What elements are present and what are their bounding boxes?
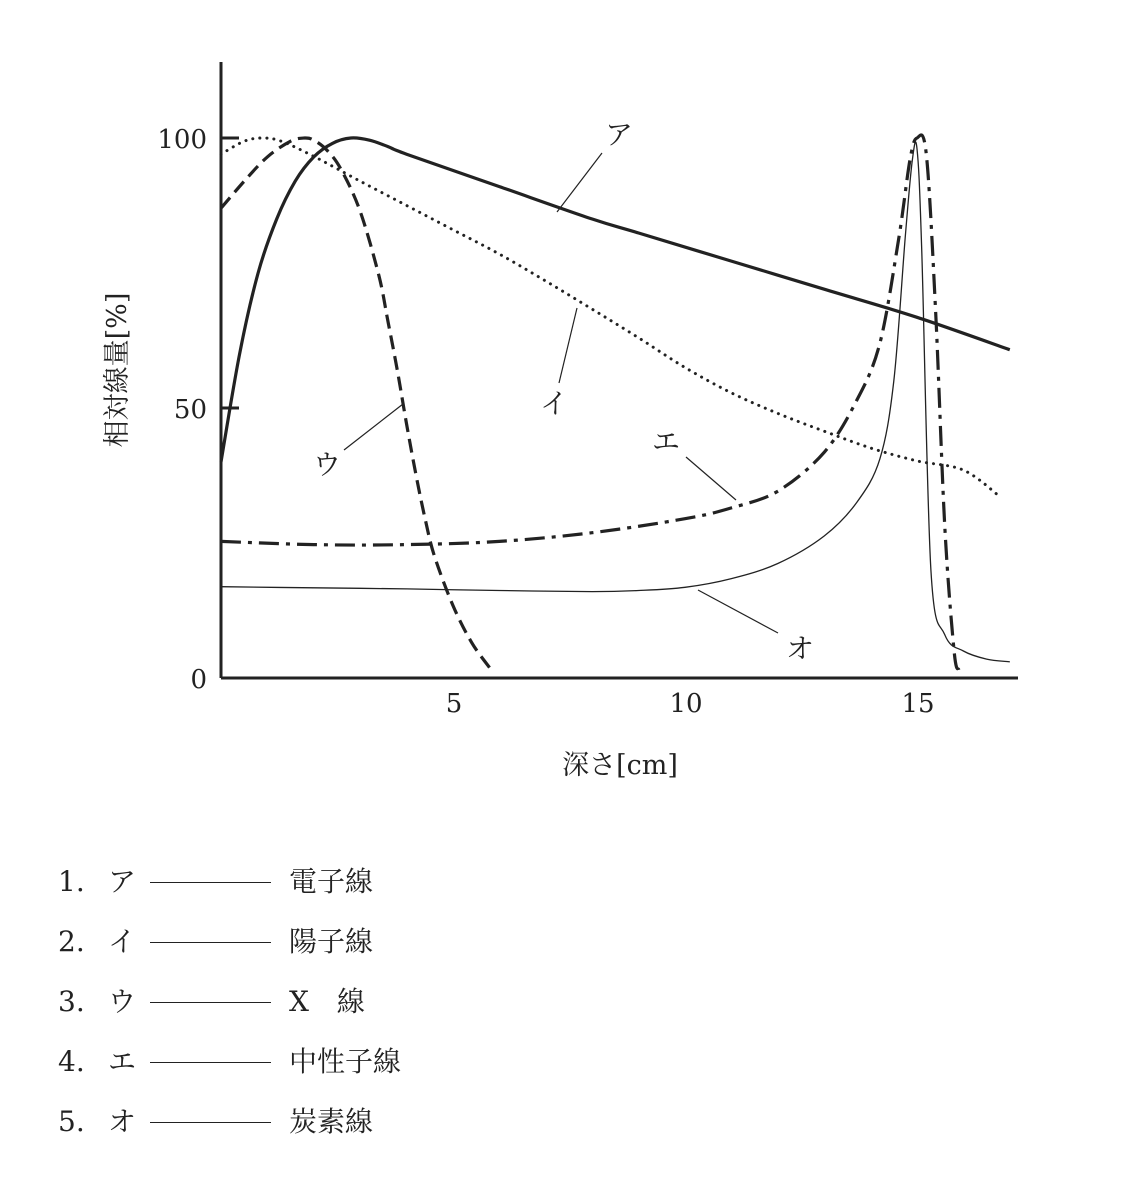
- curve-label-u: ウ: [313, 448, 342, 481]
- option-number: 3.: [58, 985, 85, 1018]
- option-curve-label: ウ: [108, 985, 137, 1018]
- curve-label-e: エ: [652, 425, 681, 458]
- option-number: 2.: [58, 925, 85, 958]
- option-curve-label: イ: [108, 925, 137, 958]
- option-curve-label: ア: [108, 865, 137, 898]
- series-line-e: [221, 135, 959, 670]
- option-curve-label: オ: [108, 1105, 137, 1138]
- leader-e: [686, 457, 736, 500]
- option-answer: 炭素線: [289, 1105, 374, 1138]
- option-answer: 中性子線: [289, 1045, 402, 1078]
- curve-label-i: イ: [540, 387, 569, 420]
- curve-label-o: オ: [786, 632, 815, 665]
- option-number: 5.: [58, 1105, 85, 1138]
- y-tick-label-0: 0: [190, 665, 207, 695]
- y-tick-label-100: 100: [157, 125, 207, 155]
- option-number: 1.: [58, 865, 85, 898]
- option-connector-line: [150, 942, 271, 943]
- y-axis-label: 相対線量[%]: [102, 292, 133, 448]
- option-number: 4.: [58, 1045, 85, 1078]
- option-connector-line: [150, 882, 271, 883]
- option-answer: X 線: [289, 985, 365, 1018]
- option-connector-line: [150, 1062, 271, 1063]
- leader-a: [557, 153, 602, 212]
- option-curve-label: エ: [108, 1045, 137, 1078]
- option-connector-line: [150, 1002, 271, 1003]
- x-axis-label: 深さ[cm]: [562, 750, 678, 781]
- x-tick-label-10: 10: [669, 689, 703, 719]
- curve-label-a: ア: [605, 118, 634, 151]
- leader-o: [698, 590, 778, 633]
- curves-group: [221, 135, 1010, 670]
- x-tick-label-5: 5: [445, 689, 463, 719]
- series-line-o: [221, 142, 1010, 662]
- leader-u: [344, 404, 403, 450]
- leader-i: [559, 308, 577, 383]
- option-connector-line: [150, 1122, 271, 1123]
- option-answer: 電子線: [289, 865, 374, 898]
- series-line-a: [221, 138, 1010, 462]
- y-tick-label-50: 50: [173, 395, 207, 425]
- option-answer: 陽子線: [289, 925, 374, 958]
- x-tick-label-15: 15: [901, 689, 935, 719]
